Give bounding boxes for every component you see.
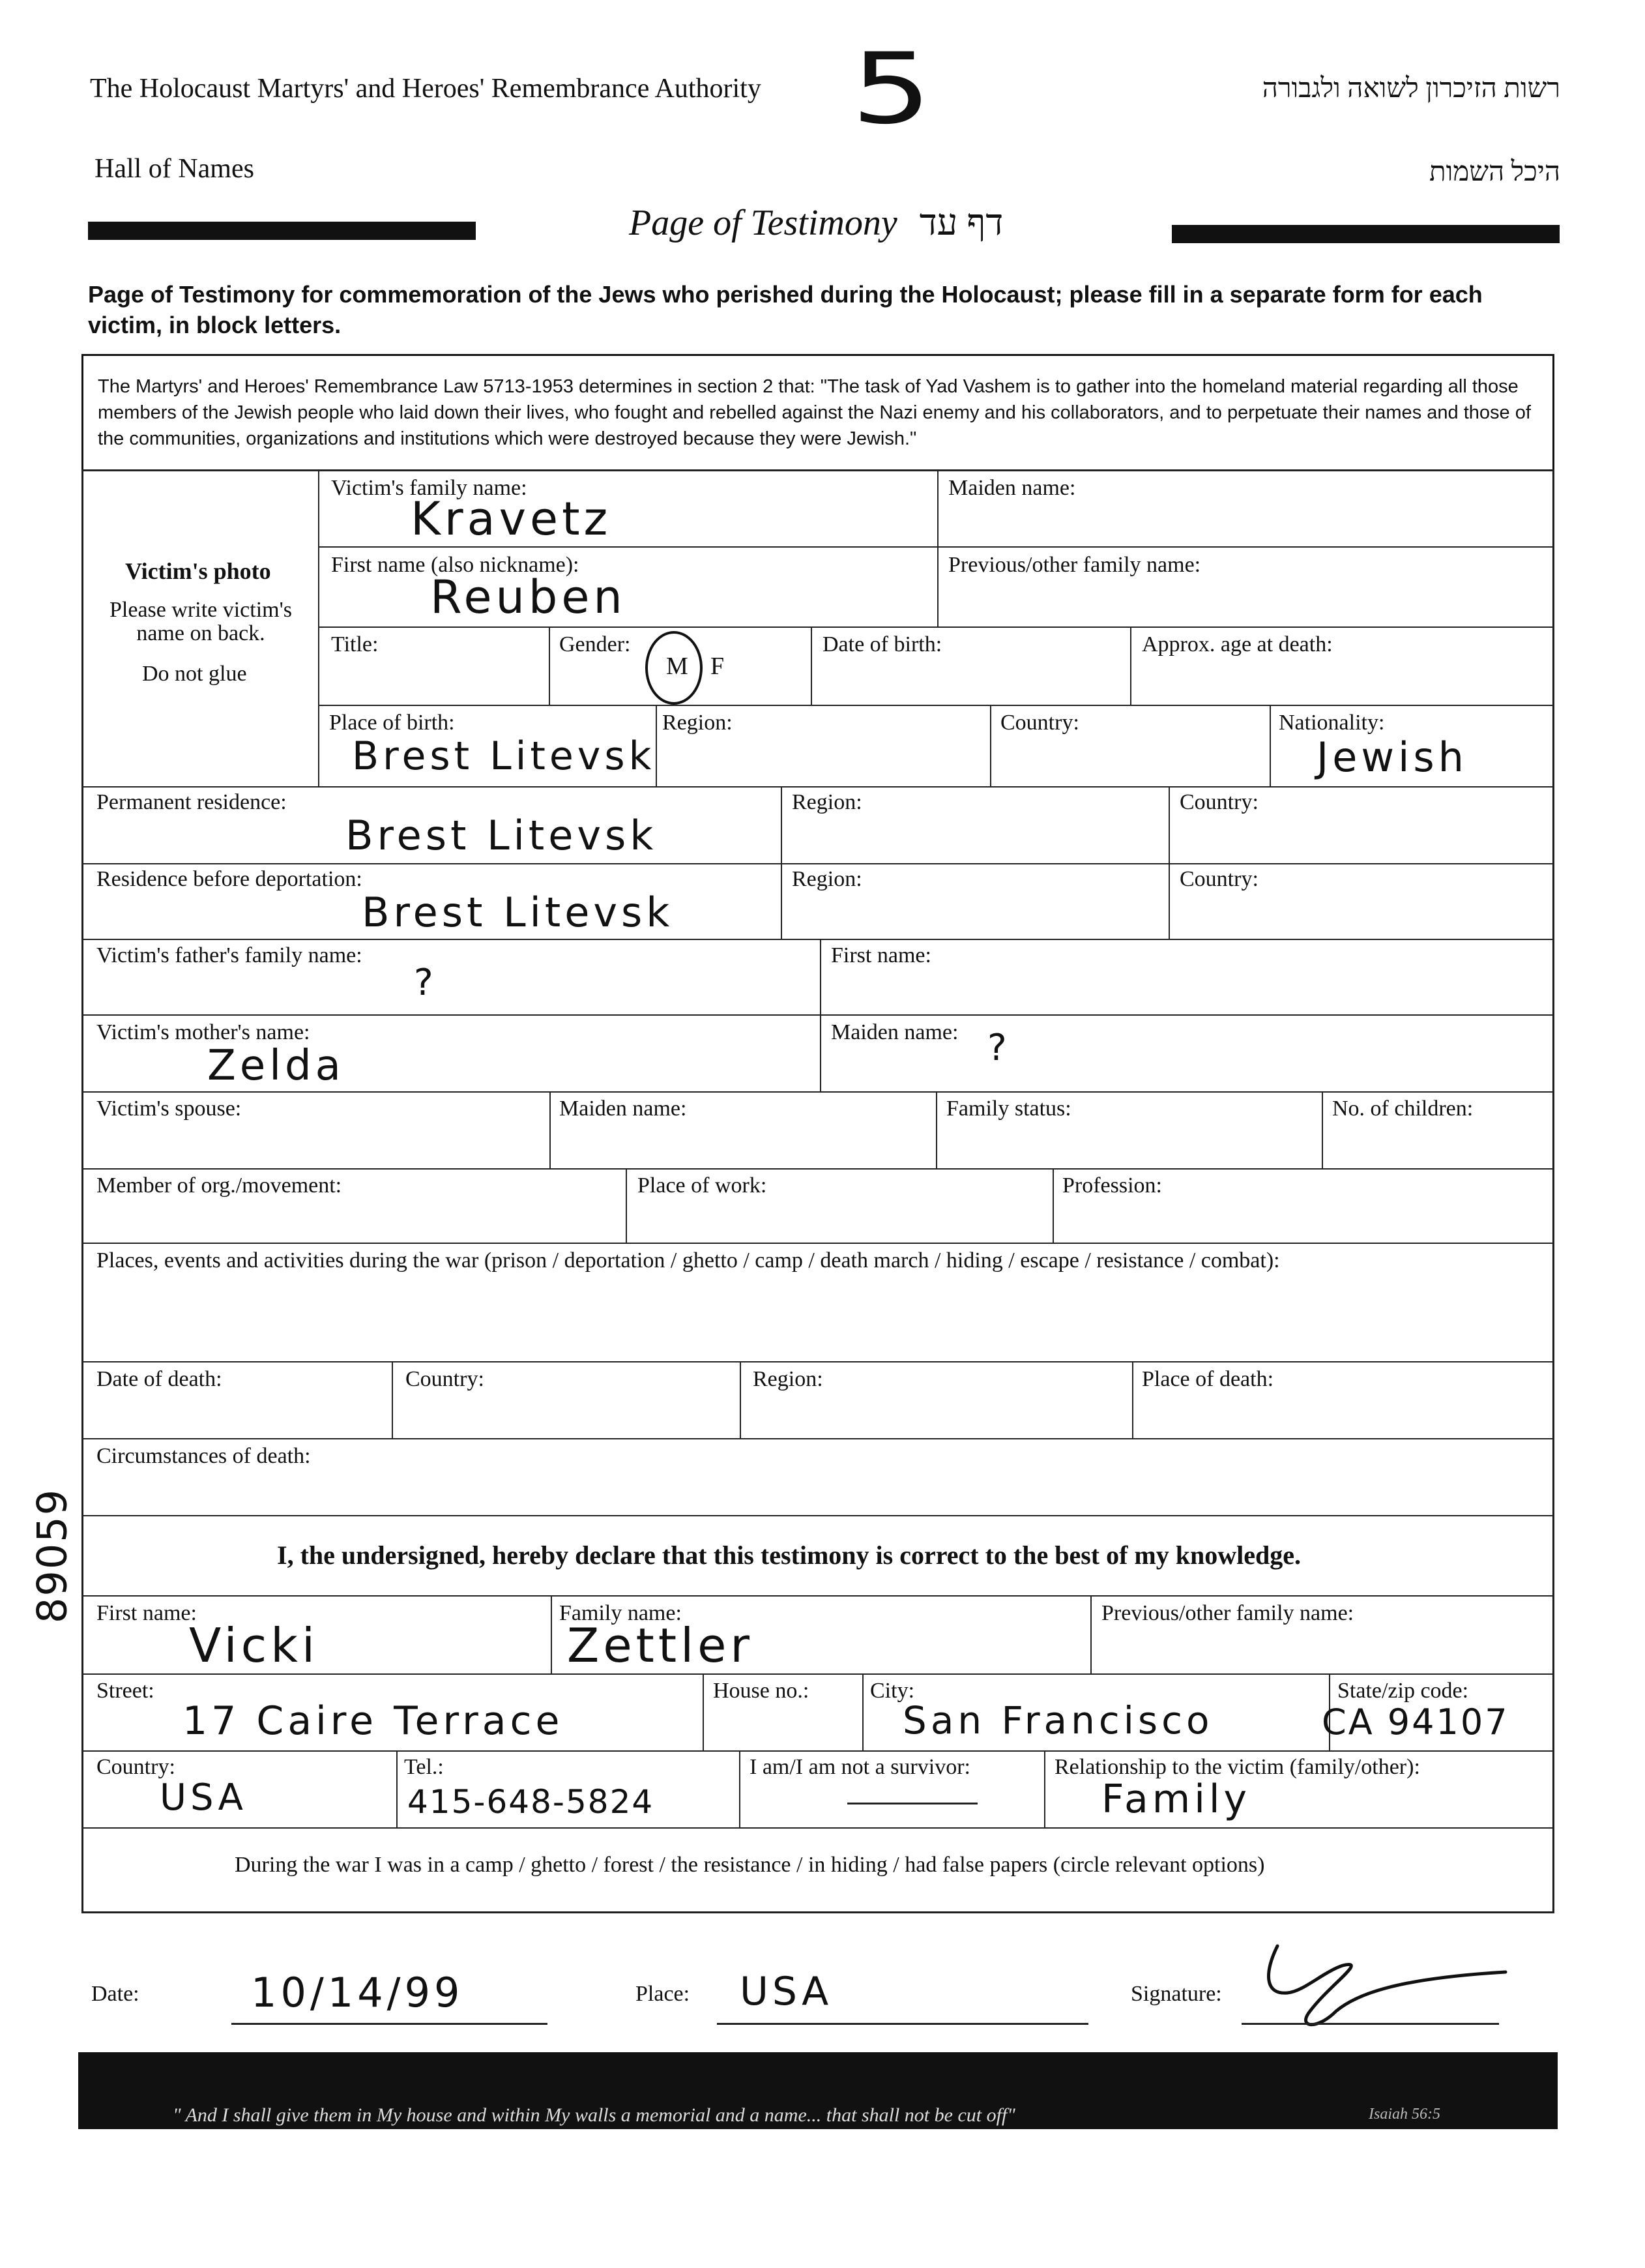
circumstances-label: Circumstances of death:	[96, 1444, 311, 1468]
page-title-he: דף עד	[919, 203, 1004, 243]
res-before-value: Brest Litevsk	[362, 889, 674, 936]
signature-label: Signature:	[1131, 1982, 1222, 2006]
mother-maiden-label: Maiden name:	[831, 1020, 959, 1044]
street-label: Street:	[96, 1679, 154, 1703]
org-name-he: רשות הזיכרון לשואה ולגבורה	[1262, 74, 1560, 104]
submitter-family-value: Zettler	[567, 1618, 753, 1673]
age-label: Approx. age at death:	[1142, 632, 1333, 656]
relationship-value: Family	[1101, 1776, 1251, 1822]
house-label: House no.:	[713, 1679, 809, 1703]
submitter-first-value: Vicki	[189, 1618, 319, 1673]
title-label: Title:	[331, 632, 379, 656]
tel-label: Tel.:	[404, 1755, 444, 1779]
gender-circle-mark	[645, 631, 703, 705]
state-zip-label: State/zip code:	[1337, 1679, 1469, 1703]
side-number: 89059	[28, 1488, 76, 1624]
first-name-label: First name (also nickname):	[331, 553, 579, 577]
photo-title: Victim's photo	[125, 558, 271, 584]
res-before-label: Residence before deportation:	[96, 867, 362, 891]
spouse-label: Victim's spouse:	[96, 1097, 242, 1121]
children-label: No. of children:	[1332, 1097, 1474, 1121]
pob-region-label: Region:	[662, 711, 733, 735]
gender-f-option[interactable]: F	[710, 653, 725, 680]
first-name-value: Reuben	[430, 570, 626, 624]
hall-of-names-en: Hall of Names	[95, 154, 254, 184]
family-name-value: Kravetz	[411, 492, 612, 546]
law-text: The Martyrs' and Heroes' Remembrance Law 5713-1953 determines in section 2 that: "The task of Yad Vashem is to gather into the homeland material regarding all those members of the Jewish people who laid down their lives, who fought and rebelled against the Nazi enemy and his collaborators, and to perpetuate their names and those of the communities, organizations and institutions which were destroyed because they were Jewish."	[98, 376, 1531, 449]
spouse-maiden-label: Maiden name:	[559, 1097, 687, 1121]
mother-maiden-value: ?	[987, 1027, 1011, 1069]
death-region-label: Region:	[753, 1367, 823, 1391]
perm-country-label: Country:	[1180, 790, 1259, 814]
mother-name-value: Zelda	[207, 1042, 345, 1090]
prev-family-label: Previous/other family name:	[948, 553, 1201, 577]
photo-glue: Do not glue	[142, 662, 247, 686]
father-first-label: First name:	[831, 943, 931, 967]
submitter-family-label: Family name:	[559, 1601, 682, 1625]
nationality-value: Jewish	[1317, 733, 1468, 781]
father-family-value: ?	[414, 962, 437, 1004]
work-label: Place of work:	[637, 1173, 767, 1198]
survivor-mark	[847, 1803, 978, 1804]
submitter-first-label: First name:	[96, 1601, 197, 1625]
profession-label: Profession:	[1062, 1173, 1162, 1198]
date-label: Date:	[91, 1982, 139, 2006]
pob-value: Brest Litevsk	[352, 733, 656, 779]
perm-res-value: Brest Litevsk	[345, 812, 658, 859]
date-line	[231, 2023, 547, 2025]
gender-label: Gender:	[559, 632, 631, 656]
mother-name-label: Victim's mother's name:	[96, 1020, 310, 1044]
signature-mark	[1251, 1933, 1512, 2037]
photo-note: Please write victim's name on back.	[109, 598, 292, 645]
tel-value: 415-648-5824	[407, 1783, 654, 1821]
pob-label: Place of birth:	[329, 711, 455, 735]
org-label: Member of org./movement:	[96, 1173, 342, 1198]
father-family-label: Victim's father's family name:	[96, 943, 362, 967]
perm-res-label: Permanent residence:	[96, 790, 287, 814]
family-name-label: Victim's family name:	[331, 476, 527, 500]
nationality-label: Nationality:	[1279, 711, 1385, 735]
date-value: 10/14/99	[251, 1969, 464, 2016]
family-status-label: Family status:	[946, 1097, 1071, 1121]
during-war-label: During the war I was in a camp / ghetto / forest / the resistance / in hiding / had false papers (circle relevant options)	[235, 1853, 1265, 1877]
street-value: 17 Caire Terrace	[182, 1698, 564, 1744]
footer-ref: Isaiah 56:5	[1369, 2106, 1440, 2123]
org-name-en: The Holocaust Martyrs' and Heroes' Remembrance Authority	[90, 74, 761, 104]
submitter-prev-label: Previous/other family name:	[1101, 1601, 1354, 1625]
maiden-name-label: Maiden name:	[948, 476, 1076, 500]
perm-region-label: Region:	[792, 790, 862, 814]
place-value: USA	[740, 1969, 833, 2014]
place-line	[717, 2023, 1088, 2025]
submitter-country-label: Country:	[96, 1755, 175, 1779]
city-label: City:	[870, 1679, 915, 1703]
header-bar-right	[1172, 225, 1560, 243]
res-before-region-label: Region:	[792, 867, 862, 891]
gender-m-option[interactable]: M	[666, 653, 688, 680]
res-before-country-label: Country:	[1180, 867, 1259, 891]
header-bar-left	[88, 222, 476, 240]
footer-quote: " And I shall give them in My house and within My walls a memorial and a name... that shall not be cut off"	[173, 2104, 1015, 2126]
place-label: Place:	[635, 1982, 690, 2006]
page-title: Page of Testimony דף עד	[629, 203, 1004, 243]
relationship-label: Relationship to the victim (family/other):	[1055, 1755, 1420, 1779]
survivor-label: I am/I am not a survivor:	[750, 1755, 970, 1779]
date-death-label: Date of death:	[96, 1367, 222, 1391]
signature-line	[1242, 2023, 1499, 2025]
declaration-text: I, the undersigned, hereby declare that this testimony is correct to the best of my knowledge.	[277, 1540, 1301, 1570]
places-events-label: Places, events and activities during the war (prison / deportation / ghetto / camp / death march / hiding / escape / resistance / combat):	[96, 1248, 1280, 1273]
intro-text: Page of Testimony for commemoration of the Jews who perished during the Holocaust; please fill in a separate form for each victim, in block letters.	[88, 281, 1483, 338]
corner-mark: 5	[851, 33, 932, 146]
dob-label: Date of birth:	[822, 632, 942, 656]
pob-country-label: Country:	[1000, 711, 1079, 735]
submitter-country-value: USA	[160, 1776, 247, 1819]
place-death-label: Place of death:	[1142, 1367, 1274, 1391]
hall-of-names-he: היכל השמות	[1429, 157, 1560, 187]
state-zip-value: CA 94107	[1322, 1701, 1509, 1743]
city-value: San Francisco	[903, 1698, 1214, 1743]
death-country-label: Country:	[405, 1367, 484, 1391]
